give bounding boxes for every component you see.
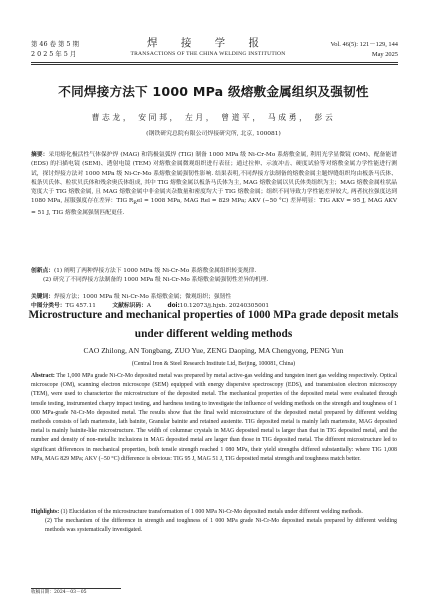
highlight-item: (1) Elucidation of the microstructure transformation of 1 000 MPa Ni-Cr-Mo deposited metals under different welding methods. — [60, 509, 363, 515]
keywords-label: 关键词： — [31, 294, 54, 300]
header-rule-top — [31, 62, 398, 63]
affiliation-en: (Central Iron & Steel Research Institute Ltd, Beijing, 100081, China) — [131, 361, 296, 367]
journal-name-cn: 焊 接 学 报 — [146, 37, 269, 49]
date-en: May 2025 — [371, 50, 398, 58]
authors-en: CAO Zhilong, AN Tongbang, ZUO Yue, ZENG Daoping, MA Chengyong, PENG Yun — [83, 346, 344, 355]
clc-label: 中图分类号： — [31, 303, 66, 310]
volume-en: Vol. 46(5): 121－129, 144 — [330, 41, 398, 48]
highlights-label-en: Highlights: — [31, 509, 60, 515]
authors-cn: 曹志龙， 安同邦， 左月， 曾道平， 马成勇， 彭云 — [91, 113, 336, 122]
paper-title-en: Microstructure and mechanical properties of 1000 MPa grade deposit metals under different welding methods — [28, 309, 399, 340]
affiliation-cn: (钢铁研究总院有限公司焊接研究所, 北京, 100081) — [146, 131, 281, 137]
paper-title-cn: 不同焊接方法下 1000 MPa 级熔敷金属组织及强韧性 — [58, 84, 369, 99]
header-rule-bottom — [31, 64, 398, 65]
header-volume-en — [330, 40, 398, 59]
clc-value: TG 457.11 — [65, 303, 96, 310]
highlights-en — [31, 508, 397, 536]
highlights-cn — [31, 267, 397, 286]
highlight-item: (1) 阐明了两种焊接方法下 1000 MPa 级 Ni-Cr-Mo 系熔敷金属组织转变规律. — [54, 268, 257, 274]
header-volume-cn — [31, 40, 79, 59]
journal-name-en: TRANSACTIONS OF THE CHINA WELDING INSTITUTION — [130, 51, 286, 57]
header-journal — [84, 37, 332, 58]
doc-code-label: 文献标识码： — [112, 303, 147, 310]
footnote-rule — [31, 588, 121, 589]
abstract-label-cn: 摘要： — [31, 152, 49, 158]
date-cn: 2 0 2 5 年 5 月 — [31, 49, 77, 58]
abstract-en — [31, 372, 397, 464]
abstract-text-cn: 采用熔化极活性气体保护焊 (MAG) 和钨极氩弧焊 (TIG) 制备 1000 MPa 级 Ni-Cr-Mo 系熔敷金属, 利用光学显微镜 (OM)、配备能谱 (EDS) 的扫描电镜 (SEM)、透射电镜 (TEM) 对熔敷金属微观组织进行表征；通过拉伸、示波冲击、硬度试验等对熔敷金属力学性能进行测试，探讨焊接方法对 1000 MPa 级 Ni-Cr-Mo 系熔敷金属强韧性影响. 结果表明,不同焊接方法制备的熔敷金属主题焊缝组织均由板条马氏体、板条贝氏体、粒状贝氏体和残余奥氏体组成, 其中 TIG 熔敷金属以板条马氏体为主, MAG 熔敷金属以贝氏体类组织为主；MAG 熔敷金属柱状晶宽度大于 TIG 熔敷金属, 且 MAG 熔敷金属中非金属夹杂数量和密度均大于 TIG 熔敷金属；组织不同导致力学性能差异较大, 两者抗拉强度达到 1080 MPa, 屈服强度存在差异：TIG R — [31, 152, 398, 205]
highlight-item: (2) The mechanism of the difference in strength and toughness of 1 000 MPa grade Ni-Cr-Mo deposited metals prepared by different welding methods was systematically investigated. — [45, 518, 397, 534]
highlights-label-cn: 创新点： — [31, 268, 54, 274]
highlight-item: (2) 研究了不同焊接方法制备的 1000 MPa 级 Ni-Cr-Mo 系熔敷金属强韧性差异的机理. — [43, 277, 269, 284]
received-date: 收稿日期：2024－03－05 — [31, 590, 87, 595]
abstract-label-en: Abstract: — [31, 373, 55, 379]
volume-cn: 第 46 卷 第 5 期 — [31, 40, 79, 48]
abstract-cn: 摘要：采用熔化极活性气体保护焊 (MAG) 和钨极氩弧焊 (TIG) 制备 1000 MPa 级 Ni-Cr-Mo 系熔敷金属, 利用光学显微镜 (OM)、配备能谱 (EDS) 的扫描电镜 (SEM)、透射电镜 (TEM) 对熔敷金属微观组织进行表征；通过拉伸、示波冲击、硬度试验等对熔敷金属力学性能进行测试，探讨焊接方法对 1000 MPa 级 Ni-Cr-Mo 系熔敷金属强韧性影响. 结果表明,不同焊接方法制备的熔敷金属主题焊缝组织均由板条马氏体、板条贝氏体、粒状贝氏体和残余奥氏体组成, 其中 TIG 熔敷金属以板条马氏体为主, MAG 熔敷金属以贝氏体类组织为主；MAG 熔敷金属柱状晶宽度大于 TIG 熔敷金属, 且 MAG 熔敷金属中非金属夹杂数量和密度均大于 TIG 熔敷金属；组织不同导致力学性能差异较大, 两者抗拉强度达到 1080 MPa, 屈服强度存在差异：TIG $R_Rel = 1008$ MPa, MAG Rel = 829 MPa; AKV (−50 °C) 差异明显：TIG AKV = 95 J, MAG AKV = 51 J, TIG 熔敷金属强韧匹配更佳. — [31, 152, 398, 216]
abstract-text-en: The 1,000 MPa grade Ni-Cr-Mo deposited metal was prepared by metal active-gas welding and tungsten inert gas welding respectively. Optical microscope (OM), scanning electron microscope (SEM) equipped with energy dispersive spectroscopy (EDS), and transmission electron microscopy (TEM), were used to characterize the microstructure of the deposited metal. The mechanical properties of the deposited metal were evaluated through tensile testing, instrumented charpy impact testing, and hardness testing to investigate the influence of welding methods on the strength and toughness of 1 000 MPa-grade Ni-Cr-Mo deposited metal. The results show that the final weld microstructure of the deposited metal prepared by different welding methods consists of lath martensite, lath bainite, Granular bainite and retained austenite. TIG deposited metal is mainly lath martensite, MAG deposited metal is mainly bainite-like microstructure. The width of columnar crystals in MAG deposited metal is larger than that in TIG deposited metal, and the number and density of non-metallic inclusions in MAG deposited metal are larger than those in TIG deposited metal. The different microstructure led to significant differences in mechanical properties, both tensile strength reached 1 080 MPa, their yield strengths differed substantially: where TIG 1,008 MPa, MAG 829 MPa; AKV (−50 °C) difference is obvious: TIG 95 J, MAG 51 J, TIG deposited metal strength and toughness match better. — [31, 373, 397, 462]
keywords-text: 焊接方法；1000 MPa 级 Ni-Cr-Mo 系熔敷金属；微观组织；强韧性 — [54, 294, 232, 300]
doi-value: 10.12073/j.hjxb. 20240305001 — [179, 303, 270, 310]
doi-label: doi: — [167, 303, 180, 310]
doc-code-value: A — [146, 303, 151, 310]
